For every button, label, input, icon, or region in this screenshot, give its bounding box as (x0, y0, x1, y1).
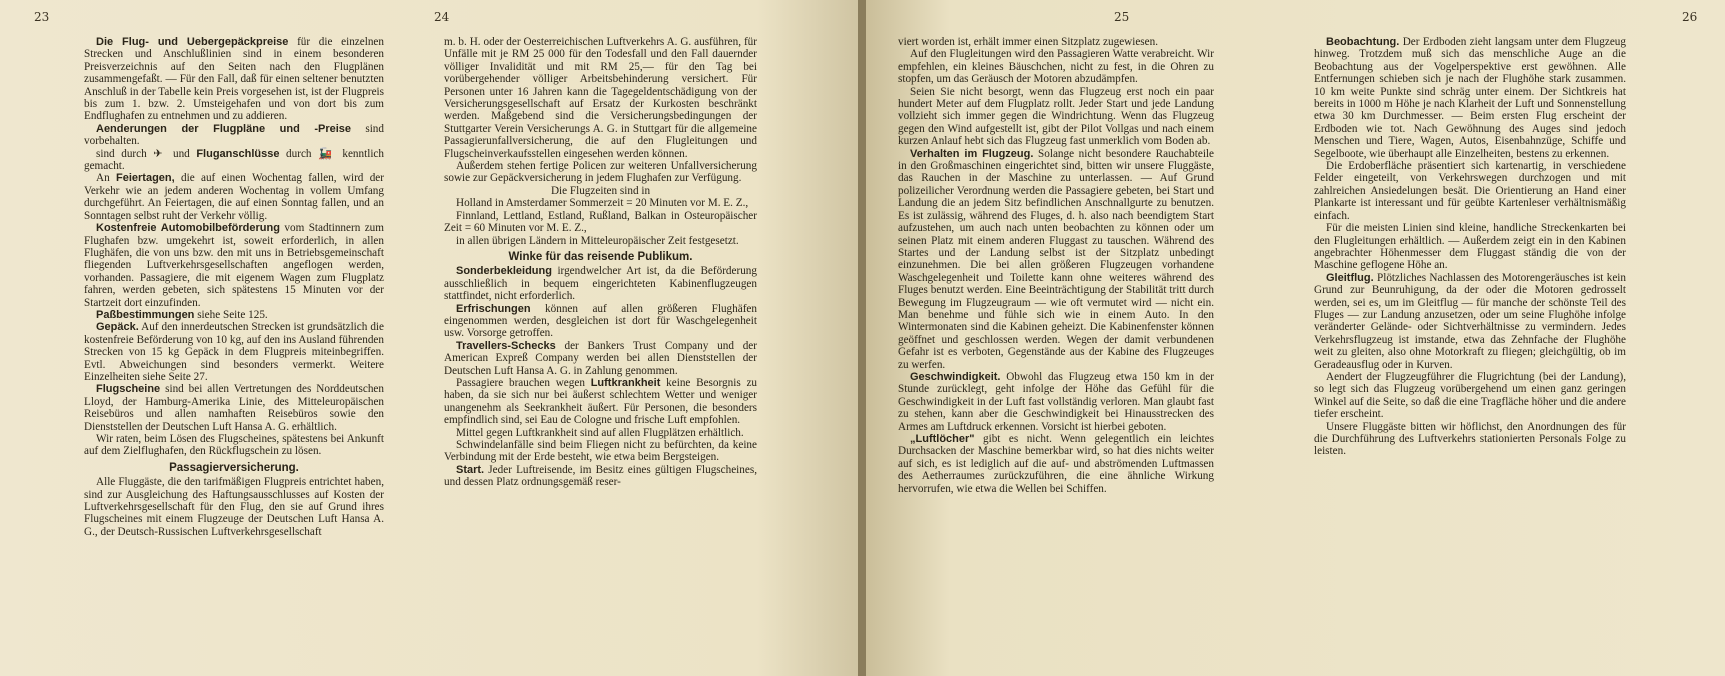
page-number: 23 (34, 10, 50, 24)
text-run: für die einzelnen Strecken und Anschlußlinien sind in einem besonderen Preisverzeichnis auf den Seiten nach den Flugplänen zusammengefaßt. — Für den Fall, daß für einen seltener benutzten Anschluß in der Tabelle kein Preis vorgesehen ist, ist der Flugpreis bis zum 1. bzw. 2. Umsteigehafen und von dort bis zum Endflughafen zu entnehmen und zu addieren. (84, 36, 384, 123)
keyword: Travellers-Schecks (456, 339, 556, 352)
page-24-text (444, 36, 757, 489)
text-run: gibt es nicht. Wenn gelegentlich ein leichtes Durchsacken der Maschine bemerkbar wird, so hat dies nichts weiter auf sich, es ist lediglich auf die auf- und abströmenden Luftmassen des Aetherraumes zurückzuführen, die eine ähnliche Wirkung hervorrufen, wie etwa die Wellen bei Schiffen. (898, 433, 1214, 495)
text-run: Auf den Flugleitungen wird den Passagieren Watte verabreicht. Wir empfehlen, ein kleines Bäuschchen, nicht zu fest, in die Ohren zu stopfen, um das Geräusch der Motoren abzudämpfen. (898, 48, 1214, 86)
paragraph (84, 309, 384, 321)
paragraph (444, 377, 757, 427)
keyword: Paßbestimmungen (96, 308, 195, 321)
text-run: sind durch ✈ und (96, 147, 197, 160)
text-run: Solange nicht besondere Rauchabteile in den Großmaschinen eingerichtet sind, bitten wir unsere Fluggäste, das Rauchen in der Maschine zu unterlassen. — Auf Grund polizeilicher Verordnung werden die Passagiere gebeten, bei Start und Landung die an jedem Sitz befindlichen Anschnallgurte zu benutzen. Es ist zulässig, während des Fluges, d. h. also nach beendigtem Start aufzustehen, um auch nach unten beobachten zu können oder um seinen Platz mit einem anderen Fluggast zu tauschen. Während des Startes und der Landung selbst ist der Sitzplatz unbedingt einzunehmen. Die bei allen größeren Flugzeugen vorhandene Waschgelegenheit und Toilette kann ohne weiteres während des Fluges benutzt werden. Eine Beeinträchtigung der Stabilität tritt durch Bewegung im Flugzeugraum — wie oft vermutet wird — nicht ein. Man benehme und fühle sich wie in einem Auto. In den Wintermonaten sind die Kabinen geheizt. Die Kabinenfenster können geöffnet und geschlossen werden. Wegen der damit verbundenen Gefahr ist es verboten, Gegenstände aus der Kabine des Flugzeuges zu werfen. (898, 147, 1214, 371)
text-run: sind bei allen Vertretungen des Norddeutschen Lloyd, der Hamburg-Amerika Linie, des Mitteleuropäischen Reisebüros und allen namhaften Reisebüros sowie den Dienststellen der Deutschen Luft Hansa A. G. erhältlich. (84, 383, 384, 433)
paragraph (84, 383, 384, 433)
keyword: Feiertagen, (116, 172, 175, 185)
text-run: An (96, 172, 116, 185)
text-run: m. b. H. oder der Oesterreichischen Luftverkehrs A. G. ausführen, für Unfälle mit je RM 25 000 für den Todesfall und den Fall dauernder völliger Invalidität und mit RM 25,— für den Tag bei vorübergehender völliger Arbeitsbehinderung versichert. Für Personen unter 16 Jahren kann die Tagegeldentschädigung von der Versicherungsgesellschaft auf Ersatz der Kurkosten beschränkt werden. Maßgebend sind die Versicherungsbedingungen der Stuttgarter Verein Versicherungs A. G. in Stuttgart für die allgemeine Passagierunfallversicherung, die auf den Flugleitungen und Flugscheinverkaufsstellen eingesehen werden können. (444, 36, 757, 160)
text-run: Auf den innerdeutschen Strecken ist grundsätzlich die kostenfreie Beförderung von 10 kg, auf den ins Ausland führenden Strecken von 15 kg Gepäck in dem Flugpreis miteinbegriffen. Evtl. Abweichungen sind besonders vermerkt. Weitere Einzelheiten siehe Seite 27. (84, 321, 384, 383)
paragraph: Alle Fluggäste, die den tarifmäßigen Flugpreis entrichtet haben, sind zur Ausgleichung des Haftungsausschlusses auf Kosten der Luftverkehrsgesellschaft für den Flug, den sie auf Grund ihres Flugscheines mit einem Flugzeuge der Deutschen Luft Hansa A. G., der Deutsch-Russischen Luftverkehrsgesellschaft (84, 476, 384, 538)
paragraph (898, 48, 1214, 85)
text-run: sind vorbehalten. (84, 122, 384, 148)
text-run: irgendwelcher Art ist, da die Beförderung ausschließlich in bequem eingerichteten Kabinenflugzeugen stattfindet, nicht erforderlich. (444, 265, 757, 303)
paragraph (444, 36, 757, 160)
paragraph (898, 433, 1214, 495)
page-26 (1294, 0, 1725, 676)
paragraph (898, 371, 1214, 433)
text-run: Seien Sie nicht besorgt, wenn das Flugzeug erst noch ein paar hundert Meter auf dem Flugplatz rollt. Jeder Start und jede Landung vollzieht sich immer gegen die Windrichtung. Wenn das Flugzeug gegen den Wind aufgestellt ist, gibt der Pilot Vollgas und nach einem kurzen Anlauf hebt sich das Flugzeug fast unmerklich vom Boden ab. (898, 85, 1214, 148)
paragraph (1314, 421, 1626, 458)
paragraph: Holland in Amsterdamer Sommerzeit = 20 Minuten vor M. E. Z., (456, 197, 749, 210)
page-number: 26 (1682, 10, 1698, 24)
page-23 (0, 0, 430, 676)
paragraph (1314, 160, 1626, 222)
text-run: Wir raten, beim Lösen des Flugscheines, spätestens bei Ankunft auf dem Zielflughafen, den Rückflugschein zu lösen. (84, 433, 384, 458)
page-25 (864, 0, 1294, 676)
text-run: Aendert der Flugzeugführer die Flugrichtung (bei der Landung), so legt sich das Flugzeug vorübergehend um einen ganz geringen Winkel auf die Seite, so daß die eine Tragfläche höher und die andere tiefer erscheint. (1314, 370, 1626, 421)
paragraph (84, 172, 384, 222)
paragraph (898, 36, 1214, 48)
paragraph (444, 160, 757, 185)
text-run: viert worden ist, erhält immer einen Sitzplatz zugewiesen. (898, 36, 1159, 48)
text-run: können auf allen größeren Flughäfen eingenommen werden, desgleichen ist dort für Waschgelegenheit usw. Vorsorge getroffen. (444, 302, 757, 340)
paragraph (84, 123, 384, 148)
section-heading: Winke für das reisende Publikum. (508, 250, 693, 263)
paragraph (84, 148, 384, 173)
paragraph (898, 148, 1214, 371)
page-number: 24 (434, 10, 450, 24)
paragraph (444, 427, 757, 439)
paragraph (1314, 222, 1626, 272)
paragraph (444, 265, 757, 302)
paragraph (84, 222, 384, 309)
keyword: Fluganschlüsse (196, 147, 280, 160)
keyword: Aenderungen der Flugpläne und -Preise (96, 122, 352, 135)
page-25-text (898, 36, 1214, 495)
keyword: Die Flug- und Uebergepäckpreise (96, 36, 289, 48)
text-run: Unsere Fluggäste bitten wir höflichst, den Anordnungen des für die Durchführung des Luftverkehrs stationierten Personals Folge zu leisten. (1314, 420, 1626, 458)
paragraph (1314, 272, 1626, 371)
text-run: keine Besorgnis zu haben, da sie sich nur bei äußerst schlechtem Wetter und weniger unangenehm als Seekrankheit äußert. Für Personen, die besonders empfindlich sind, sei Eau de Cologne und frische Luft empfohlen. (444, 376, 757, 427)
paragraph (444, 303, 757, 340)
page-number: 25 (1114, 10, 1130, 24)
text-run: Mittel gegen Luftkrankheit sind auf allen Flugplätzen erhältlich. (456, 426, 744, 439)
text-run: Passagiere brauchen wegen (456, 376, 591, 389)
keyword: Kostenfreie Automobilbeförderung (96, 222, 280, 235)
text-run: Außerdem stehen fertige Policen zur weiteren Unfallversicherung sowie zur Gepäckversicherung in jedem Flughafen zur Verfügung. (444, 160, 757, 185)
page-24 (430, 0, 860, 676)
text-run: Der Erdboden zieht langsam unter dem Flugzeug hinweg. Trotzdem muß sich das menschliche Auge an die Beobachtung aus der Vogelperspektive erst gewöhnen. Alle Entfernungen schieben sich je nach der Flughöhe stark zusammen. 10 km weite Punkte sind schräg unter einem. Der Sichtkreis hat bereits in 1000 m Höhe je nach Klarheit der Luft und Sonnenstellung etwa 30 km Durchmesser. — Beim ersten Flug erscheint der Erdboden wie tot. Nach Gewöhnung des Auges sind jedoch Menschen und Tiere, Wagen, Autos, Eisenbahnzüge, Schiffe und Segelboote, wie überhaupt alle Einzelheiten, bestens zu erkennen. (1314, 36, 1626, 160)
text-run: Obwohl das Flugzeug etwa 150 km in der Stunde zurücklegt, geht infolge der Höhe das Gefühl für die Geschwindigkeit in der Luft fast vollständig verloren. Man glaubt fast zu stehen, kann aber die Geschwindigkeit bei Hinausstrecken des Armes am Luftdruck erkennen. Vorsicht ist hierbei geboten. (898, 370, 1214, 433)
text-run: der Bankers Trust Company und der American Expreß Company werden bei allen Dienststellen der Deutschen Luft Hansa A. G. in Zahlung genommen. (444, 339, 757, 377)
paragraph: Finnland, Lettland, Estland, Rußland, Balkan in Osteuropäischer Zeit = 60 Minuten vor M. E. Z., (444, 209, 757, 235)
paragraph (444, 340, 757, 377)
paragraph: Die Flugzeiten sind in (550, 184, 651, 197)
paragraph: in allen übrigen Ländern in Mitteleuropäischer Zeit festgesetzt. (456, 234, 739, 247)
keyword: Gepäck. (96, 321, 139, 334)
keyword: „Luftlöcher" (910, 433, 975, 445)
paragraph (898, 86, 1214, 148)
keyword: Geschwindigkeit. (910, 370, 1001, 383)
text-run: durch 🚂 kenntlich gemacht. (84, 147, 384, 173)
text-run: Die Erdoberfläche präsentiert sich kartenartig, in verschiedene Felder eingeteilt, von Verkehrswegen durchzogen und mit zahlreichen Ansiedelungen besät. Die Orientierung an Hand einer Plankarte ist interessant und für geübte Kartenleser verhältnismäßig einfach. (1314, 160, 1626, 222)
page-23-text (84, 36, 384, 538)
text-run: vom Stadtinnern zum Flughafen bzw. umgekehrt ist, soweit erforderlich, in allen Flughäfen, die von uns bzw. den mit uns in Betriebsgemeinschaft fliegenden Luftverkehrsgesellschaften angeflogen werden, vorhanden. Passagiere, die mit eigenem Wagen zum Flugplatz fahren, werden gebeten, sich spätestens 15 Minuten vor der Startzeit dort einzufinden. (84, 222, 384, 309)
keyword: Start. (456, 463, 485, 476)
paragraph (444, 464, 757, 489)
paragraph (84, 321, 384, 383)
keyword: Sonderbekleidung (456, 265, 552, 278)
text-run: Schwindelanfälle sind beim Fliegen nicht zu befürchten, da keine Verbindung mit der Erde besteht, wie etwa beim Bergsteigen. (444, 439, 757, 464)
keyword: Erfrischungen (456, 302, 531, 315)
text-run: siehe Seite 125. (194, 308, 268, 321)
text-run: die auf einen Wochentag fallen, wird der Verkehr wie an jedem anderen Wochentag in vollem Umfang durchgeführt. An Feiertagen, die auf einen Sonntag fallen, und an Sonntagen selbst ruht der Verkehr völlig. (84, 172, 384, 222)
keyword: Beobachtung. (1326, 36, 1400, 48)
keyword: Verhalten im Flugzeug. (910, 147, 1034, 160)
text-run: Für die meisten Linien sind kleine, handliche Streckenkarten bei den Flugleitungen erhältlich. — Außerdem zeigt ein in den Kabinen angebrachter Höhenmesser dem Fluggast ständig die von der Maschine geflogene Höhe an. (1314, 222, 1626, 272)
paragraph (444, 439, 757, 464)
paragraph (84, 36, 384, 123)
text-run: Jeder Luftreisende, im Besitz eines gültigen Flugscheines, und dessen Platz ordnungsgemäß reser- (444, 463, 757, 489)
paragraph (84, 433, 384, 458)
keyword: Luftkrankheit (590, 376, 661, 389)
text-run: Plötzliches Nachlassen des Motorengeräusches ist kein Grund zur Beunruhigung, da der oder die Motoren gedrosselt werden, sei es, um im Gleitflug — für manche der schönste Teil des Fluges — zur Landung anzusetzen, oder um seine Flughöhe infolge veränderter Gelände- oder Sichtverhältnisse zu vermindern. Jedes Verkehrsflugzeug ist imstande, etwa das Zehnfache der Flughöhe weit zu gleiten, also ohne Motorkraft zu fliegen; gleichgültig, ob im Geradeausflug oder in Kurven. (1314, 271, 1626, 371)
keyword: Gleitflug. (1326, 271, 1374, 284)
paragraph (1314, 371, 1626, 421)
page-26-text (1314, 36, 1626, 458)
section-heading: Passagierversicherung. (169, 461, 299, 474)
paragraph (1314, 36, 1626, 160)
keyword: Flugscheine (96, 383, 161, 396)
